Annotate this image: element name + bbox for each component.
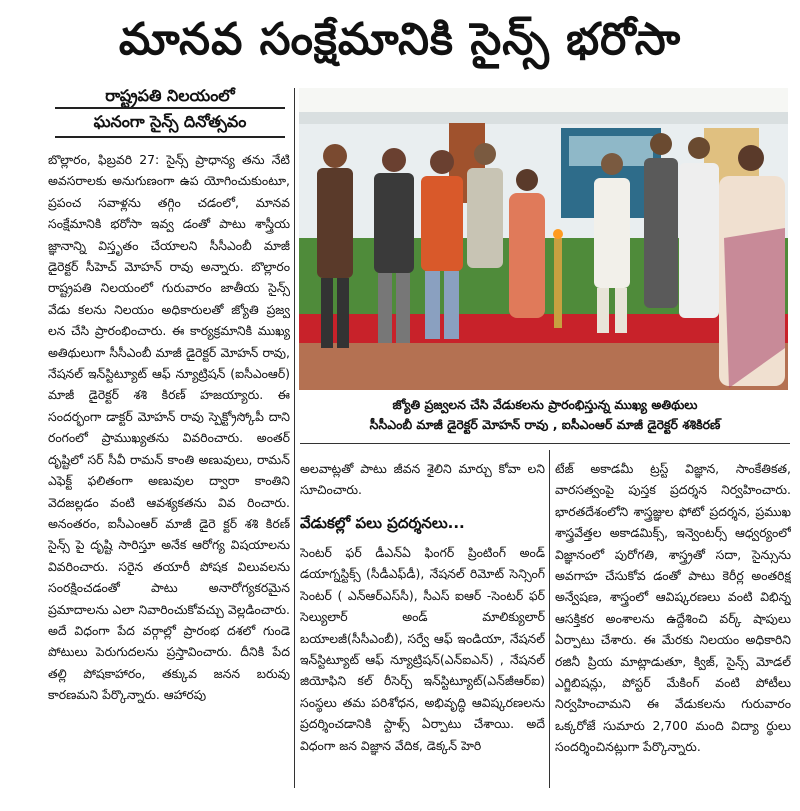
section-heading: వేడుకల్లో పలు ప్రదర్శనలు... [300, 514, 465, 532]
photo-caption-line2: సీసీఎంబీ మాజీ డైరెక్టర్ మోహన్ రావు , ఐసీఎంఆర్ మాజీ డైరెక్టర్ శశికిరణ్ [369, 417, 721, 432]
subheadline-line2: ఘనంగా సైన్స్ దినోత్సవం [93, 112, 247, 131]
subheadline-line1: రాష్ట్రపతి నిలయంలో [105, 86, 235, 105]
photo-caption-line1: జ్యోతి ప్రజ్వలన చేసి వేడుకలను ప్రారంభిస్తున్న ముఖ్య అతిథులు [392, 397, 698, 412]
headline: మానవ సంక్షేమానికి సైన్స్ భరోసా [118, 14, 682, 65]
article-column-2: అలవాట్లతో పాటు జీవన శైలిని మార్చు కోవా లని సూచించారు. [300, 461, 545, 498]
article-column-3: టేజ్ అకాడమీ ట్రస్ట్ విజ్ఞాన, సాంకేతికత, వారసత్వంపై పుస్తక ప్రదర్శన నిర్వహించారు. భారతదేశంలోని శాస్త్రజ్ఞుల ఫోటో ప్రదర్శన, ప్రముఖ శాస్త్రవేత్తల అకాడమిక్స్, ఇన్వెంటర్స్ ఆధ్వర్యంలో విజ్ఞానంలో పురోగతి, శాస్త్ర్రతో సదా, సైన్సును అవగాహ చేసుకోవ డంతో పాటు కెరీర్ల అంతరిక్ష అన్వేషణ, శాస్త్రంలో ఆవిష్కరణలు వంటి విభిన్న ఆసక్తికర అంశాలను ఉద్దేశించి వర్క్ షాపులు ఏర్పాటు చేశారు. ఈ మేరకు నిలయం అధికారిని రజినీ ప్రియ మాట్లాడుతూ, క్విజ్, సైన్స్ మోడల్ ఎగ్జిబిషన్లు, పోస్టర్ మేకింగ్ వంటి పోటీలు నిర్వహించామని ఈ వేడుకలను గురువారం ఒక్కరోజే సుమారు 2,700 మంది విద్యా ర్థులు సందర్శించినట్లుగా పేర్కొన్నారు. [555, 461, 791, 755]
caption-rule [300, 443, 790, 444]
column-divider-1 [294, 88, 295, 788]
news-photo [299, 88, 788, 390]
subheadline-rule [55, 107, 285, 109]
ceremony-photo-illustration [299, 88, 788, 390]
subheadline-rule-bottom [55, 136, 285, 138]
column-divider-2 [549, 450, 550, 788]
article-column-1: బొల్లారం, ఫిబ్రవరి 27: సైన్స్ ప్రాధాన్య తను నేటి అవసరాలకు అనుగుణంగా ఉప యోగించుకుంటూ, ప్రపంచ సవాళ్లను తగ్గిం చడంలో, మానవ సంక్షేమానికి భరోసా ఇవ్వ డంతో పాటు శాస్త్రీయ జ్ఞానాన్ని విస్తృతం చేయాలని సీసీఎంబీ మాజీ డైరెక్టర్ సీహెచ్ మోహన్ రావు అన్నారు. బొల్లారం రాష్ట్రపతి నిలయంలో గురువారం జాతీయ సైన్స్ వేడు కలను నిలయం అధికారులతో జ్యోతి ప్రజ్వ లన చేసి ప్రారంభించారు. ఈ కార్యక్రమానికి ముఖ్య అతిథులుగా సీసీఎంబీ మాజీ డైరెక్టర్ మోహన్ రావు, నేషనల్ ఇన్‌స్టిట్యూట్ ఆఫ్ న్యూట్రిషన్ (ఐసీఎంఆర్) మాజీ డైరెక్టర్ శశి కిరణ్ హజయ్యారు. ఈ సందర్భంగా డాక్టర్ మోహన్ రావు స్పెక్ట్రోస్కోపీ దాని రంగంలో ప్రాముఖ్యతను వివరించారు. అంతర్ దృష్టిలో సర్ సీవీ రామన్ కాంతి అణువులు, రామన్ ఎఫెక్ట్ ఫలితంగా అణువుల ద్వారా కాంతిని వెదజల్లడం వంటి ఆవశ్యకతను వివ రించారు. అనంతరం, ఐసీఎంఆర్ మాజీ డైరె క్టర్ శశి కిరణ్ సైన్స్ పై దృష్టి సారిస్తూ అనేక ఆరోగ్య విషయాలను వివరించారు. సరైన తయారీ పోషక విలువలను సంరక్షించడంతో పాటు అనారోగ్యకరమైన ప్రమాదాలను ఎలా నివారించుకోవచ్చు వెల్లడించారు. అదే విధంగా పేద వర్గాల్లో ప్రారంభ దశలో గుండె పోటులు పెరుగుదలను ప్రస్తావించారు. దీనికి పేద తల్లి పోషకాహారం, తక్కువ జనన బరువు కారణమని పేర్కొన్నారు. ఆహారపు [48, 152, 290, 703]
article-column-2-continued: సెంటర్ ఫర్ డీఎన్ఏ ఫింగర్ ప్రింటింగ్ అండ్ డయాగ్నస్టిక్స్ (సీడీఎఫ్‌డీ), నేషనల్ రిమోట్ సెన్సింగ్ సెంటర్ ( ఎన్ఆర్ఎస్‌సీ), సీఎస్ ఐఆర్ -సెంటర్ ఫర్ సెల్యులార్ అండ్ మాలిక్యులార్ బయాలజీ(సీసీఎంబీ), సర్వే ఆఫ్ ఇండియా, నేషనల్ ఇన్‌స్టిట్యూట్ ఆఫ్ న్యూట్రిషన్(ఎన్ఐఎన్) , నేషనల్ జియోఫిని కల్ రీసెర్చ్ ఇన్‌స్టిట్యూట్(ఎన్‌జీఆర్ఐ) సంస్థలు తమ పరిశోధన, అభివృద్ధి ఆవిష్కరణలను ప్రదర్శించడానికి స్టాళ్స్ ఏర్పాటు చేశాయి. అదే విధంగా జన విజ్ఞాన వేదిక, డెక్కన్ హెరి [300, 545, 545, 753]
